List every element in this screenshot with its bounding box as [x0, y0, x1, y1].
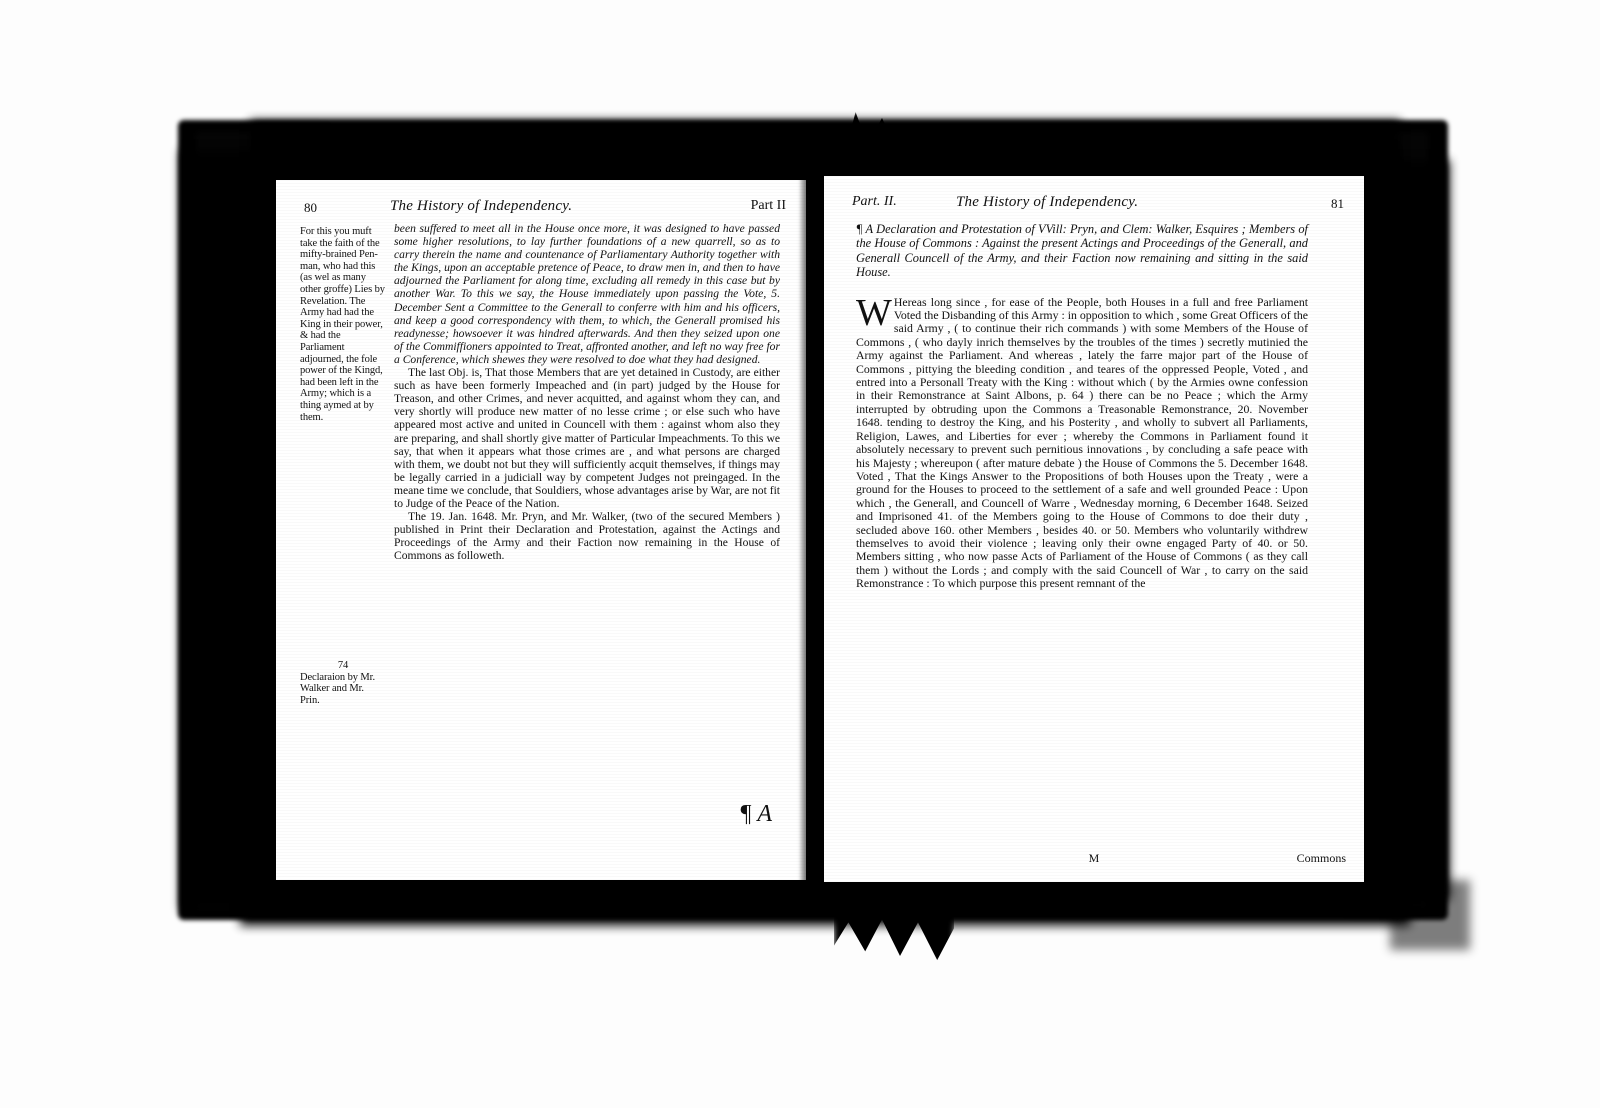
right-page-body — [856, 222, 1308, 602]
left-page — [276, 180, 806, 880]
right-page — [824, 176, 1364, 882]
left-page-body — [394, 222, 780, 562]
left-paragraph-2: The last Obj. is, That those Members that are yet detained in Custody, are either such as have been formerly Impeached and (in part) judged by the House for Treason, and other Crimes, and never acquitted, and against whom they can, and very shortly will produce new matter of no lesse crime ; or else such who have appeared most active and united in Councell with them : against whom also they are preparing, and shall shortly give matter of Particular Impeachments. To this we say, that when it appears what those crimes are , and what persons are charged with them, we doubt not but they will sufficiently acquit themselves, if things may be legally carried in a judiciall way by competent Judges not preingaged. In the meane time we conclude, that Souldiers, whose advantages arise by War, are not fit to Judge of the Peace of the Nation. — [394, 366, 781, 510]
left-paragraph-3: The 19. Jan. 1648. Mr. Pryn, and Mr. Walker, (two of the secured Members ) published in Print their Declaration and Protestation, against the Actings and Proceedings of the Army and their Faction now remaining in the House of Commons as followeth. — [394, 510, 780, 563]
left-page-folio: 80 — [304, 200, 317, 215]
left-page-part-label: Part II — [750, 198, 786, 213]
right-page-running-title: The History of Independency. — [956, 194, 1139, 210]
gutter-bottom-artifact — [834, 905, 954, 963]
left-page-running-title: The History of Independency. — [390, 198, 573, 214]
scan-corner-smudge-br — [1390, 880, 1470, 950]
right-page-folio: 81 — [1331, 196, 1344, 211]
left-page-header — [304, 198, 786, 220]
left-margin-note-number: 74 — [337, 660, 349, 671]
declaration-body-paragraph — [856, 291, 1308, 591]
scan-edge-smudge-left — [180, 150, 290, 910]
right-page-part-label: Part. II. — [852, 194, 897, 209]
left-margin-note-text: Declaraion by Mr. Walker and Mr. Prin. — [300, 671, 375, 706]
page-catchword: Commons — [1296, 851, 1346, 865]
page-signature-mark: M — [1088, 851, 1100, 865]
left-page-bottom-mark: ¶ A — [739, 801, 772, 827]
left-margin-note-1: For this you muft take the faith of the mifty-brained Pen-man, who had this (as wel as many other groffe) Lies by Revelation. The Army had had the King in their power, & had the Parliament adjourned, the fole power of the Kingd, had been left in the Army; which is a thing aymed at by them. — [300, 226, 385, 423]
drop-cap: W — [856, 291, 892, 334]
left-margin-note-2 — [300, 660, 386, 706]
scan-corner-smudge-tl — [262, 128, 322, 178]
right-page-header — [852, 194, 1344, 216]
left-paragraph-1: been suffered to meet all in the House once more, it was designed to have passed some higher resolutions, to lay further foundations of a new quarrell, so as to carry therein the name and countenance of Parliamentary Authority together with the Kings, upon an acceptable pretence of Peace, to draw men in, and then to have adjourned the Parliament for along time, excluding all remedy in this case but by another War. To this we say, the House immediately upon passing the Vote, 5. December Sent a Committee to the Generall to conferre with him and his officers, and keep a good correspondency with them, to which, the Generall promised his readynesse; howsoever it was hindred afterwards. And then they seized upon one of the Commiffioners appointed to Treat, affronted another, and left no way free for a Conference, which shewes they were resolved to doe what they had designed. — [394, 222, 780, 366]
declaration-body-text: Hereas long since , for ease of the People, both Houses in a full and free Parliament Voted the Disbanding of this Army : in opposition to which , some Great Officers of the said Army , ( to continue their rich commands ) with some Members of the House of Commons , ( who dayly inrich themselves by the troubles of the times ) secretly mutinied the Army against the Parliament. And whereas , lately the farre major part of the House of Commons , pittying the bleeding condition , and teares of the oppressed People, Voted , and entred into a Personall Treaty with the King : without which ( by the Armies owne confession in their Remonstrance at Saint Albons, p. 64 ) there can be no Peace ; which the Army interrupted by obtruding upon the Commons a Treasonable Remonstrance, 20. November 1648. tending to destroy the King, and his Posterity , and wholly to subvert all Parliaments, Religion, Lawes, and Liberties for ever ; whereby the Commons in Parliament found it absolutely necessary to prevent such pernitious innovations , by concluding a safe peace with his Majesty ; whereupon ( after mature debate ) the House of Commons the 5. December 1648. Voted , That the Kings Answer to the Propositions of both Houses upon the Treaty , were a ground for the Houses to proceed to the settlement of a safe and well grounded Peace : Upon which , the Generall, and Councell of Warre , Wednesday morning, 6 December 1648. Seized and Imprisoned 41. of the Members going to the House of Commons to doe their duty , secluded above 160. other Members , besides 40. or 50. Members who voluntarily withdrew themselves to avoid their violence ; leaving only their owne engaged Party of 40. or 50. Members sitting , who now passe Acts of Parliament of the House of Commons ( as they call them ) without the Lords ; and comply with the said Councell of War , to carry on the said Remonstrance : To which purpose this present remnant of the — [856, 294, 1308, 591]
declaration-heading: ¶ A Declaration and Protestation of VVill: Pryn, and Clem: Walker, Esquires ; Members of the House of Commons : Against the present Actings and Proceedings of the Generall, and Generall Councell of the Army, and their Faction now remaining and sitting in the said House. — [856, 222, 1308, 280]
